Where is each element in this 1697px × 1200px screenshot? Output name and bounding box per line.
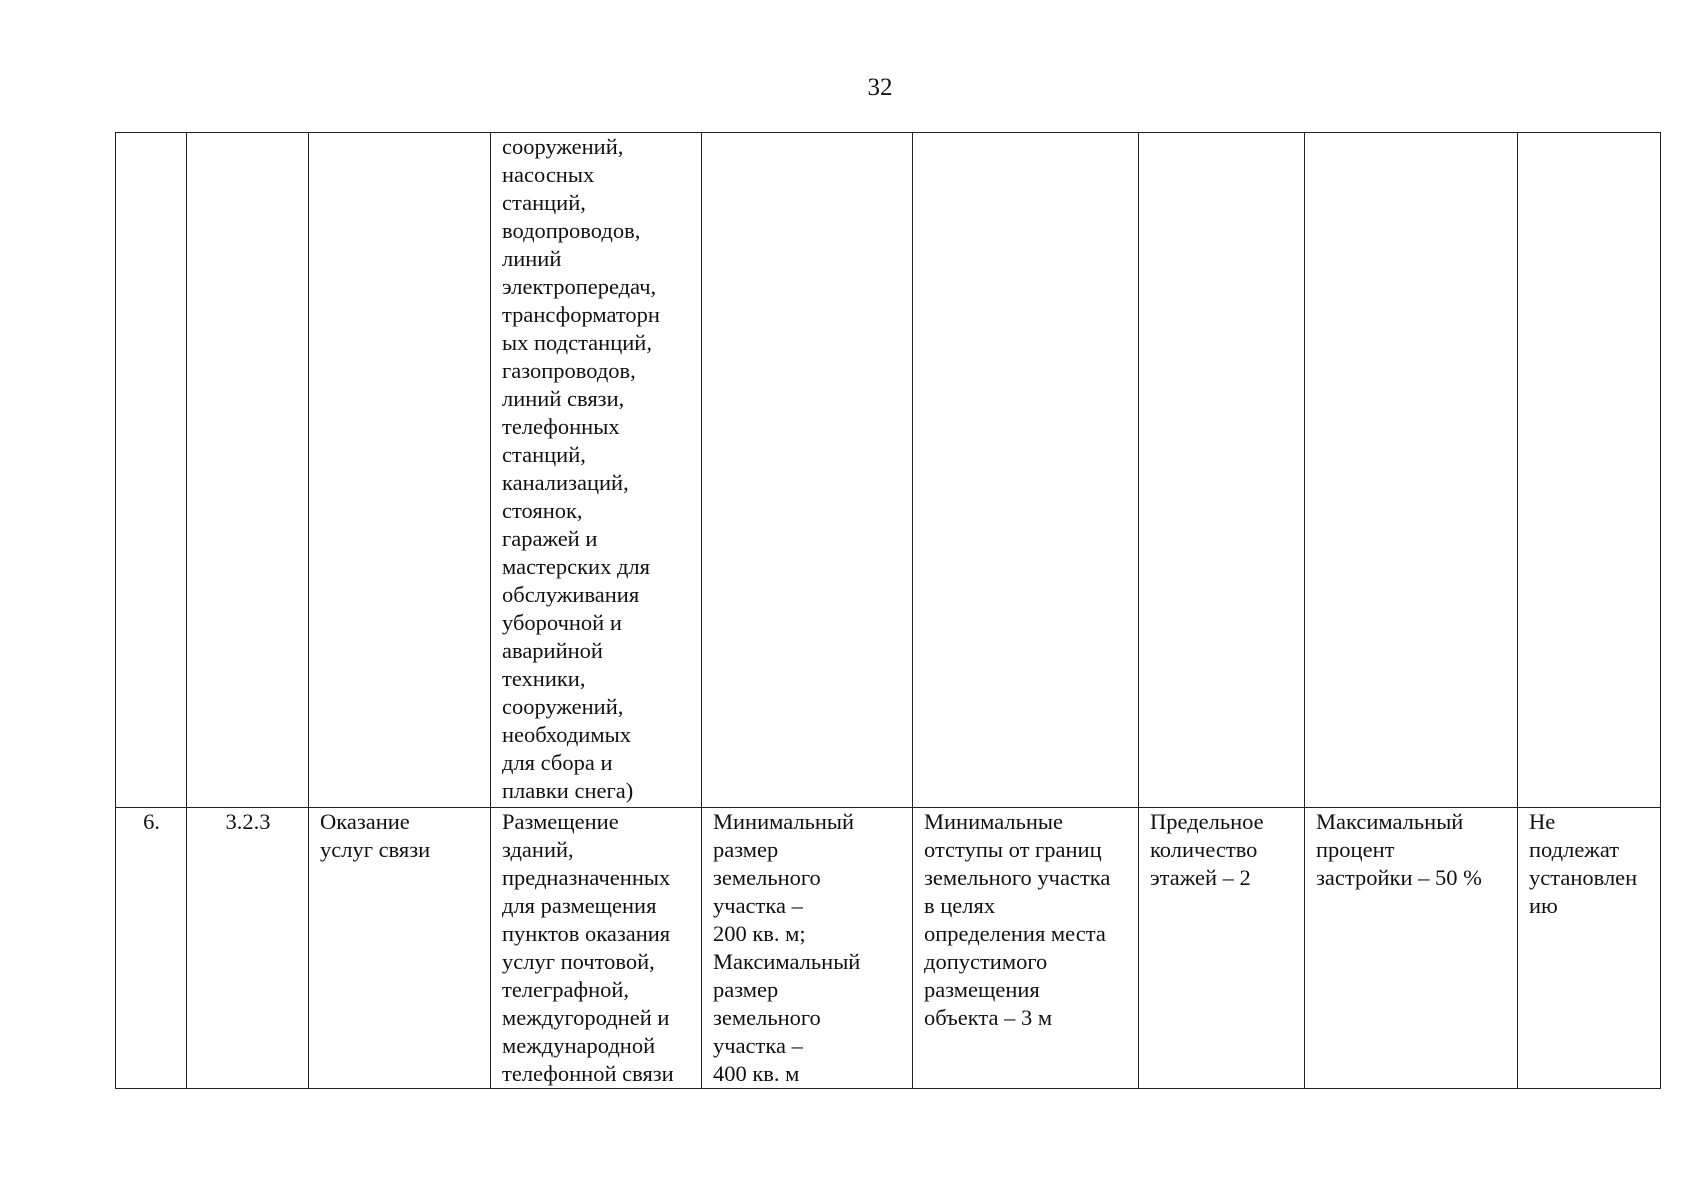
cell-text-line: электропередач, [502,274,657,299]
cell-text-line: 400 кв. м [713,1061,800,1086]
zoning-regulations-table [115,132,1661,1089]
cell-text-line: Максимальный [1316,809,1464,834]
cell-text-line: застройки – 50 % [1316,865,1482,890]
row-number-cell [116,133,187,808]
cell-text-line: мастерских для [502,554,650,579]
use-description-cell [491,133,702,808]
cell-text-line: обслуживания [502,582,640,607]
cell-text-line: отступы от границ [924,837,1102,862]
coverage-cell [1305,808,1518,1089]
cell-text-line: Минимальные [924,809,1064,834]
cell-text-line: размер [713,837,779,862]
setbacks-cell [913,808,1139,1089]
cell-text-line: телефонной связи [502,1061,674,1086]
other-parameters-cell [1518,133,1661,808]
classifier-code-cell: 3.2.3 [187,808,309,1089]
classifier-code-cell [187,133,309,808]
cell-text-line: услуг связи [320,837,431,862]
coverage-cell [1305,133,1518,808]
cell-text-line: услуг почтовой, [502,949,655,974]
cell-text-line: линий [502,246,562,271]
cell-text-line: определения места [924,921,1106,946]
plot-size-cell [702,808,913,1089]
floors-cell [1139,133,1305,808]
cell-text-line: земельного [713,1005,821,1030]
cell-text-line: этажей – 2 [1150,865,1251,890]
use-name-cell [309,133,491,808]
cell-text-line: канализаций, [502,470,629,495]
cell-text-line: Предельное [1150,809,1264,834]
cell-text-line: установлен [1529,865,1638,890]
table-row [116,808,1661,1089]
cell-text-line: пунктов оказания [502,921,671,946]
cell-text-line: Не [1529,809,1556,834]
page-number: 32 [867,74,893,101]
cell-text-line: телефонных [502,414,620,439]
cell-text-line: уборочной и [502,610,622,635]
cell-text-line: техники, [502,666,586,691]
cell-text-line: зданий, [502,837,574,862]
cell-text-line: водопроводов, [502,218,641,243]
cell-text-line: процент [1316,837,1395,862]
cell-text-line: количество [1150,837,1258,862]
cell-text-line: газопроводов, [502,358,636,383]
cell-text-line: допустимого [924,949,1048,974]
cell-text-line: гаражей и [502,526,598,551]
cell-text-line: для размещения [502,893,657,918]
setbacks-cell [913,133,1139,808]
cell-text-line: Размещение [502,809,619,834]
cell-text-line: объекта – 3 м [924,1005,1053,1030]
cell-text-line: участка – [713,893,803,918]
cell-text-line: для сбора и [502,750,613,775]
cell-text-line: сооружений, [502,134,624,159]
cell-text-line: стоянок, [502,498,583,523]
cell-text-line: земельного [713,865,821,890]
cell-text-line: международной [502,1033,656,1058]
cell-text-line: Максимальный [713,949,861,974]
cell-text-line: 200 кв. м; [713,921,806,946]
cell-text-line: станций, [502,190,586,215]
cell-text-line: размер [713,977,779,1002]
cell-text-line: подлежат [1529,837,1620,862]
cell-text-line: плавки снега) [502,778,634,803]
use-description-cell [491,808,702,1089]
cell-text-line: ию [1529,893,1558,918]
row-number-cell: 6. [116,808,187,1089]
cell-text-line: телеграфной, [502,977,630,1002]
cell-text-line: Минимальный [713,809,855,834]
cell-text-line: насосных [502,162,595,187]
cell-text-line: линий связи, [502,386,625,411]
plot-size-cell [702,133,913,808]
cell-text-line: участка – [713,1033,803,1058]
table-row [116,133,1661,808]
cell-text-line: размещения [924,977,1040,1002]
cell-text-line: необходимых [502,722,631,747]
other-parameters-cell [1518,808,1661,1089]
use-name-cell [309,808,491,1089]
cell-text-line: сооружений, [502,694,624,719]
cell-text-line: в целях [924,893,996,918]
cell-text-line: аварийной [502,638,603,663]
cell-text-line: трансформаторн [502,302,660,327]
cell-text-line: ых подстанций, [502,330,652,355]
cell-text-line: станций, [502,442,586,467]
cell-text-line: предназначенных [502,865,671,890]
cell-text-line: земельного участка [924,865,1111,890]
floors-cell [1139,808,1305,1089]
cell-text-line: Оказание [320,809,410,834]
cell-text-line: междугородней и [502,1005,670,1030]
